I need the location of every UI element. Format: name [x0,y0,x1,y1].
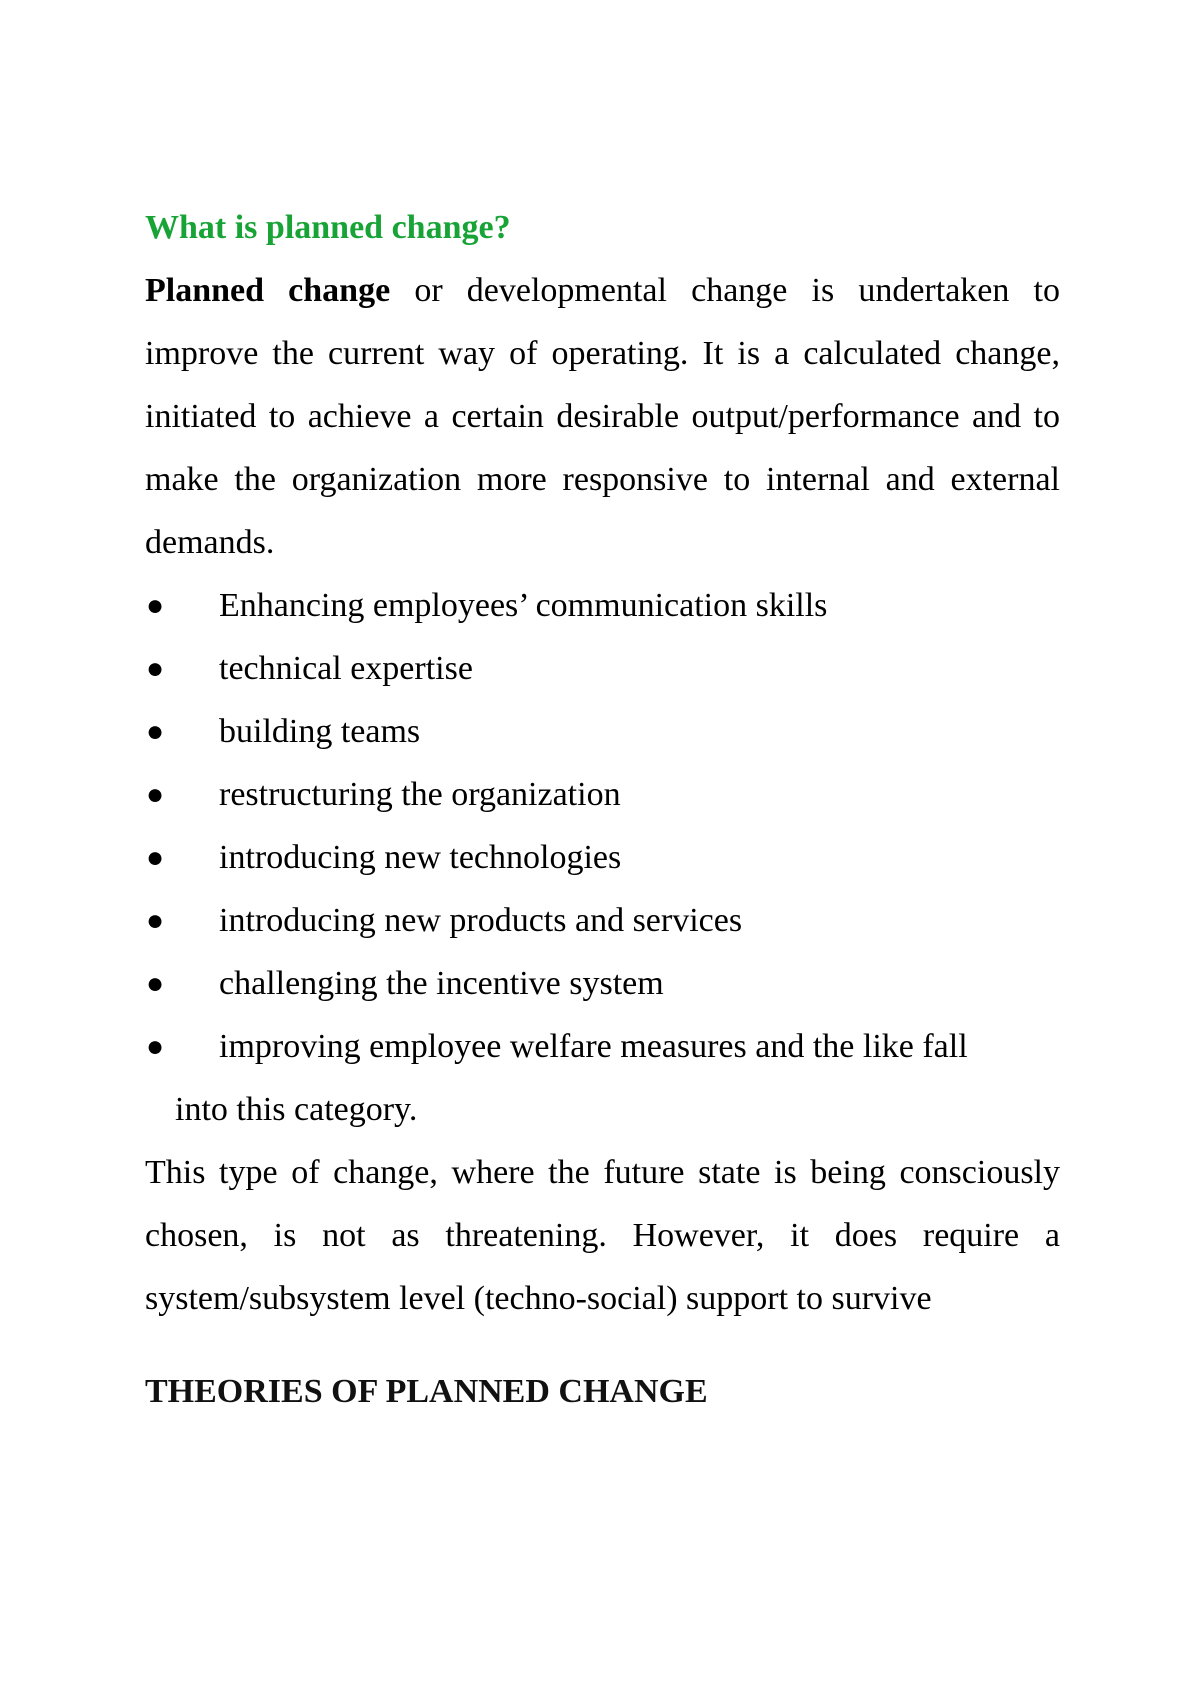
list-item-text: improving employee welfare measures and the like fall [219,1028,968,1065]
list-item-continuation: into this category. [175,1091,418,1128]
page-title: What is planned change? [145,209,511,246]
bullet-list [145,574,1060,1141]
intro-paragraph [145,259,1060,574]
bullet-icon: ● [145,589,165,622]
bullet-icon: ● [145,904,165,937]
bullet-icon: ● [145,652,165,685]
bullet-icon: ● [145,841,165,874]
list-item-text: challenging the incentive system [219,965,664,1002]
document-content [145,196,1060,1423]
bullet-icon: ● [145,1030,165,1063]
list-item [145,574,1060,637]
list-item [145,889,1060,952]
list-item-last [145,1015,1060,1141]
list-item [145,763,1060,826]
list-item [145,637,1060,700]
list-item-text: building teams [219,713,421,750]
list-item [145,952,1060,1015]
bullet-icon: ● [145,778,165,811]
list-item-text: introducing new technologies [219,839,622,876]
closing-paragraph: This type of change, where the future state is being consciously chosen, is not as threatening. However, it does require a system/subsystem level (techno-social) support to survive [145,1154,1060,1317]
list-item-text: technical expertise [219,650,473,687]
list-item-text: restructuring the organization [219,776,621,813]
list-item [145,826,1060,889]
list-item [145,700,1060,763]
bullet-icon: ● [145,967,165,1000]
list-item-text: introducing new products and services [219,902,743,939]
section-heading: THEORIES OF PLANNED CHANGE [145,1373,708,1410]
intro-text: or developmental change is undertaken to improve the current way of operating. It is a calculated change, initiated to achieve a certain desirable output/performance and to make the organization more responsive to internal and external demands. [145,272,1060,561]
intro-bold-term: Planned change [145,272,391,309]
bullet-icon: ● [145,715,165,748]
list-item-text: Enhancing employees’ communication skills [219,587,828,624]
